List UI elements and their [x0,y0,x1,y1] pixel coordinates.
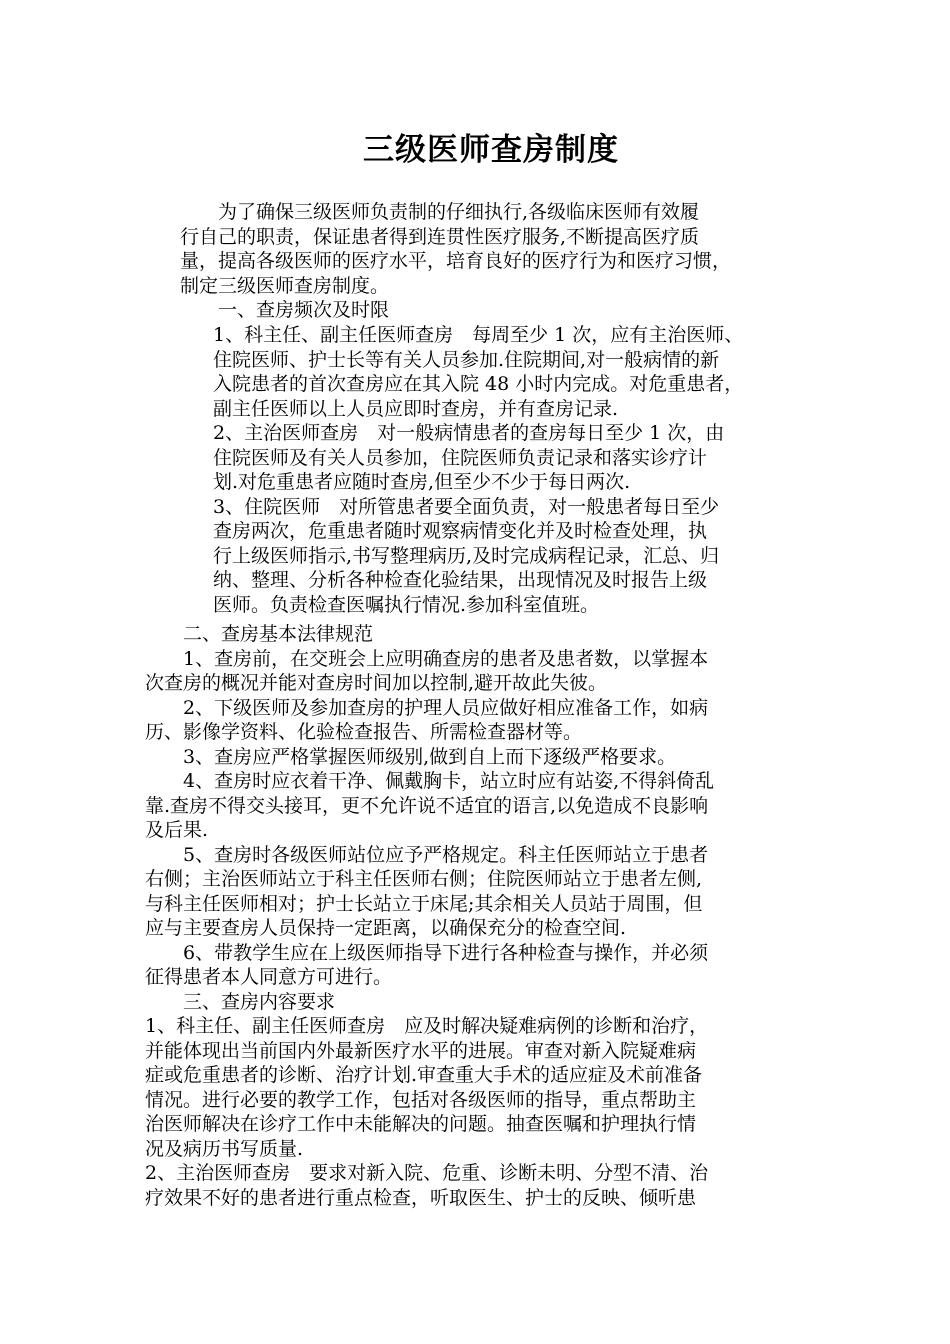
text-line: 与科主任医师相对；护士长站立于床尾;其余相关人员站于周围，但 [145,892,703,915]
text-line: 行自己的职责，保证患者得到连贯性医疗服务,不断提高医疗质 [180,225,700,248]
text-line: 次查房的概况并能对查房时间加以控制,避开故此失彼。 [145,672,608,694]
text-line: 应与主要查房人员保持一定距离，以确保充分的检查空间. [145,917,627,939]
document-title: 三级医师查房制度 [363,132,619,168]
text-line: 疗效果不好的患者进行重点检查，听取医生、护士的反映、倾听患 [145,1186,697,1209]
text-line: 6、带教学生应在上级医师指导下进行各种检查与操作，并必须 [145,941,709,964]
text-line: 为了确保三级医师负责制的仔细执行,各级临床医师有效履 [180,201,700,223]
text-line: 纳、整理、分析各种检查化验结果，出现情况及时报告上级 [213,569,708,591]
text-line: 治医师解决在诊疗工作中未能解决的问题。抽查医嘱和护理执行情 [145,1113,697,1135]
text-line: 及后果. [145,819,209,841]
text-line: 2、下级医师及参加查房的护理人员应做好相应准备工作，如病 [145,696,709,719]
text-line: 靠.查房不得交头接耳，更不允许说不适宜的语言,以免造成不良影响 [145,794,709,817]
text-line: 3、住院医师 对所管患者要全面负责，对一般患者每日至少 [213,495,720,518]
text-line: 副主任医师以上人员应即时查房，并有查房记录. [213,397,619,420]
text-line: 并能体现出当前国内外最新医疗水平的进展。审查对新入院疑难病 [145,1039,697,1062]
intro-paragraph [180,200,830,323]
text-line: 制定三级医师查房制度。 [180,274,390,297]
text-line: 医师。负责检查医嘱执行情况.参加科室值班。 [213,593,600,616]
text-line: 历、影像学资料、化验检查报告、所需检查器材等。 [145,721,583,743]
section-1-frequency [213,323,833,617]
text-line: 一、查房频次及时限 [180,299,390,321]
text-line: 5、查房时各级医师站位应予严格规定。科主任医师站立于患者 [145,843,709,866]
text-line: 2、主治医师查房 要求对新入院、危重、诊断未明、分型不清、治 [145,1162,709,1184]
text-line: 住院医师、护士长等有关人员参加.住院期间,对一般病情的新 [213,348,720,371]
text-line: 况及病历书写质量. [145,1137,304,1160]
text-line: 右侧；主治医师站立于科主任医师右侧；住院医师站立于患者左侧, [145,868,703,890]
text-line: 查房两次，危重患者随时观察病情变化并及时检查处理，执 [213,520,708,542]
text-line: 症或危重患者的诊断、治疗计划.审查重大手术的适应症及术前准备 [145,1064,703,1086]
text-line: 入院患者的首次查房应在其入院 48 小时内完成。对危重患者， [213,373,744,395]
text-line: 3、查房应严格掌握医师级别,做到自上而下逐级严格要求。 [145,745,677,768]
text-line: 情况。进行必要的教学工作，包括对各级医师的指导，重点帮助主 [145,1088,697,1111]
text-line: 征得患者本人同意方可进行。 [145,966,393,988]
text-line: 量，提高各级医师的医疗水平，培育良好的医疗行为和医疗习惯， [180,250,732,272]
text-line: 三、查房内容要求 [145,990,336,1013]
section-2-and-3-rules [145,622,835,1210]
text-line: 2、主治医师查房 对一般病情患者的查房每日至少 1 次，由 [213,422,725,444]
text-line: 1、科主任、副主任医师查房 每周至少 1 次，应有主治医师、 [213,324,744,346]
text-line: 4、查房时应衣着干净、佩戴胸卡，站立时应有站姿,不得斜倚乱 [145,770,715,792]
text-line: 划.对危重患者应随时查房,但至少不少于每日两次. [213,471,631,493]
text-line: 1、查房前，在交班会上应明确查房的患者及患者数，以掌握本 [145,647,709,670]
text-line: 二、查房基本法律规范 [145,623,374,645]
text-line: 1、科主任、副主任医师查房 应及时解决疑难病例的诊断和治疗， [145,1015,709,1037]
text-line: 行上级医师指示,书写整理病历,及时完成病程记录，汇总、归 [213,544,720,567]
text-line: 住院医师及有关人员参加，住院医师负责记录和落实诊疗计 [213,446,708,469]
